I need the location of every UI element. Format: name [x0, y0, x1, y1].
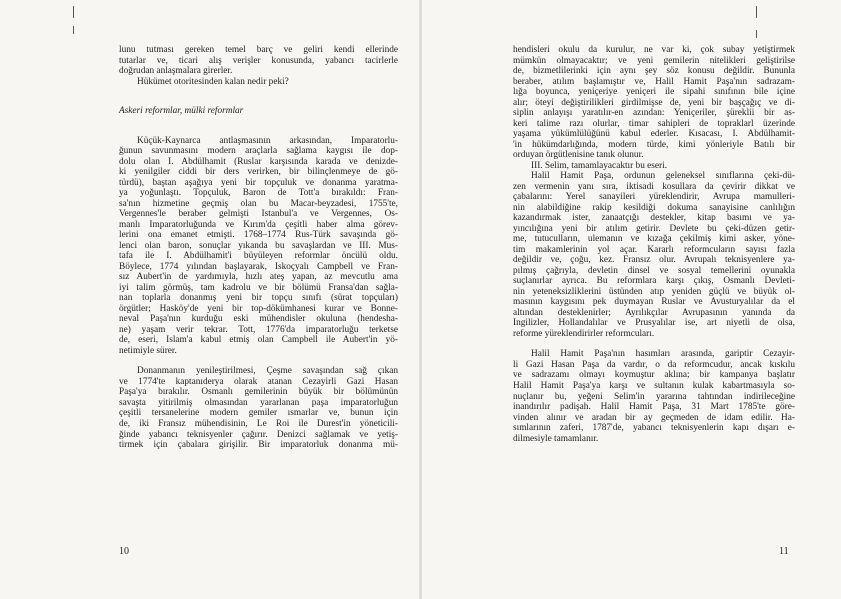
spacer: [119, 117, 398, 136]
text-line: lerini ona emanet etmişti. 1768–1774 Rus-Türk savaşında gö-: [119, 230, 398, 241]
text-line: de, eseri, İslam'a kabul etmiş olan Campbell ile Aubert'in yö-: [119, 335, 398, 346]
text-line: III. Selim, tamamlayacaktır bu eseri.: [531, 160, 668, 171]
text-line: vinden alınır ve aradan bir ay geçmeden de idam edilir. Ha-: [513, 412, 795, 423]
text-line: ne) yaşam verir tekrar. Tott, 1776'da imparatorluğu terketse: [119, 324, 398, 335]
left-text-column: [119, 45, 398, 451]
right-page: [421, 0, 841, 599]
text-line: lenci olan baron, sonuçlar yıkanda bu savaşlardan ve III. Mus-: [119, 240, 398, 251]
text-line: yıncılığına yeni bir atılım getirir. Devlete bu çeki-düzen getir-: [513, 223, 795, 234]
text-line: ve sadrazamı olmayı koymuştur aklına; bir kampanya başlatır: [513, 370, 795, 381]
text-line: Donanmanın yenileştirilmesi, Çeşme savaşından sağ çıkan: [137, 366, 398, 377]
text-line: hendisleri okulu da kurulur, ne var ki, çok subay yetiştirmek: [513, 45, 795, 55]
text-line: çabalarını: Yerel sanayileri yüreklendirir, Avrupa mamulleri-: [513, 192, 795, 203]
text-line: masının kaygısını pek duymayan Ruslar ve Avusturyalılar da el: [513, 297, 795, 308]
left-paragraph-1: [119, 136, 398, 357]
text-line: Küçük-Kaynarca antlaşmasının arkasından, İmparatorlu-: [137, 135, 398, 146]
text-line: kazandırmak ister, zanaatçığı destekler, kitap basımı ve ya-: [513, 213, 795, 224]
text-line: tutarlar ve, ticari alış verişler konusunda, yabancı tacirlerle: [119, 55, 398, 66]
text-line: alır; öteyi değiştirilikleri girdilmişse de, yeni bir başçağıç ve di-: [513, 97, 795, 108]
text-line: doğrudan anlaşmalara girerler.: [119, 66, 233, 77]
text-line: netimiyle sürer.: [119, 345, 177, 356]
text-line: de, bizmetlilerinki için aynı şey söz konusu değildir. Bununla: [513, 66, 795, 77]
text-line: nin yeteneksizliklerini üstünden atıp yeniden güçlü ve büyük ol-: [513, 286, 795, 297]
text-line: dolu olan I. Abdülhamit (Ruslar karşısında karada ve denizde-: [119, 156, 398, 167]
left-page: [0, 0, 420, 599]
text-line: sa'nın hizmetine geçmiş olan bu Macar-beyzadesi, 1755'te,: [119, 198, 398, 209]
text-line: nan toplarla donanmış yeni bir topçu sınıfı (sürat topçuları): [119, 293, 398, 304]
text-line: Halil Hamit Paşa'ya karşı ve sultanın kulak kabartmasıyla so-: [513, 380, 795, 391]
text-line: mümkün olmayacaktır; ve yeni gemilerin nitelikleri geliştirilse: [513, 55, 795, 66]
text-line: ğunun savunmasını modern araçlarla sağlama kaygısı ile dop-: [119, 146, 398, 157]
text-line: siplin anlayışı yaratılır-en azından: Yeniçeriler, şüreklii bir as-: [513, 108, 795, 119]
text-line: yaşama yükümlülüğünü kabul ederler. Kısacası, I. Abdülhamit-: [513, 129, 795, 140]
text-line: pılmış çağrıyla, devletin dinsel ve sosyal temellerini oyunakla: [513, 265, 795, 276]
text-line: tirmek için çabalara girişilir. Bir imparatorluk donanma mü-: [119, 440, 398, 451]
right-paragraph-3: [513, 349, 795, 444]
text-line: sız Aubert'in de yardımıyla, hızlı ateş yapan, az mevcutlu ama: [119, 272, 398, 283]
text-line: zen vermenin yanı sıra, iktisadi kosullara da çevirir dikkat ve: [513, 181, 795, 192]
text-line: örgütler; Hasköy'de yeni bir top-dökümhanesi kurar ve Bonne-: [119, 303, 398, 314]
text-line: türdü), baştan aşağıya yeni bir topçuluk ve donanma yaratma-: [119, 177, 398, 188]
text-line: Halil Hamit Paşa'nın hasımları arasında, gariptir Cezayir-: [531, 349, 795, 360]
text-line: tafa ile I. Abdülhamit'i büyüleyen reformlar öncülü oldu.: [119, 251, 398, 262]
text-line: li Gazi Hasan Paşa da vardır, o da reformcudur, ancak kıskılu: [513, 359, 795, 370]
text-line: keri talime razı olurlar, timar sahipleri de topraklarl üzerinde: [513, 118, 795, 129]
text-line: de, iki Fransız mühendisinin, Le Roi ile Durest'in yöneticili-: [119, 418, 398, 429]
text-line: ya yoğunlaştı. Topçuluk, Baron de Tott'a bırakıldı: Fran-: [119, 188, 398, 199]
text-line: ki yenilgiler ciddi bir ders verirken, bir bilinçlenmeye de gö-: [119, 167, 398, 178]
text-line: değildir ve, çoğu, kez. Fransız olur. Avrupalı teknisyenlere ya-: [513, 255, 795, 266]
spacer: [119, 356, 398, 366]
spacer: [119, 87, 398, 106]
text-line: Vergennes'le beraber gelmişti İstanbul'a ve Vergennes, Os-: [119, 209, 398, 220]
text-line: altından desteklenirler; Ayrılıkçılar Avrupasının yanında da: [513, 307, 795, 318]
page-number-right: 11: [779, 546, 789, 557]
text-line: nin alabildiğine rakip kesildiği dokuma sanayisine canlılığın: [513, 202, 795, 213]
text-line: inandırılır padişah. Halil Hamit Paşa, 31 Mart 1785'te göre-: [513, 402, 795, 413]
right-paragraph-2: [513, 161, 795, 340]
question-line: Hükümet otoritesinden kalan nedir peki?: [137, 76, 289, 87]
text-line: reforme yüreklendirirler reformcuları.: [513, 328, 655, 339]
text-line: suçlanırlar ayrıca. Bu reformlara karşı çıkış, Osmanlı Devleti-: [513, 276, 795, 287]
text-line: manlı İmparatorluğunda ve Kırım'da çeşitli haber alma görev-: [119, 219, 398, 230]
left-paragraph-2: [119, 366, 398, 450]
text-line: neval Paşa'nın kurduğu eski mühendisler okuluna (hendesha-: [119, 314, 398, 325]
text-line: iyi talim görmüş, tam kadrolu ve bir bölümü Fransa'dan sağla-: [119, 282, 398, 293]
text-line: İngilizler, Hollandalılar ve Prusyalılar ise, art niyetli de olsa,: [513, 318, 795, 329]
left-opening-paragraph: [119, 45, 398, 77]
text-line: 'in hükümdarlığında, modern türde, kimi yönleriyle Batılı bir: [513, 139, 795, 150]
text-line: savaşta yitirilmiş olmasından yararlanan paşa imparatorluğun: [119, 397, 398, 408]
right-paragraph-1: [513, 45, 795, 161]
text-line: ğinde yabancı teknisyenler çağırır. Denizci sağlamak ve yetiş-: [119, 429, 398, 440]
text-line: beraber, atılım başlamıştır ve, Halil Hamit Paşa'nın sadrazam-: [513, 76, 795, 87]
spacer: [513, 339, 795, 349]
text-line: Paşa'ya bırakılır. Osmanlı gemilerinin büyük bir bölümünün: [119, 387, 398, 398]
text-line: Halil Hamit Paşa, ordunun geleneksel sınıflarına çeki-dü-: [531, 171, 795, 182]
text-line: orduyan örgütlenisine tanık olunur.: [513, 150, 644, 161]
text-line: me, tutuculların, ulemanın ve kızağa çekilmiş kimi asker, yöne-: [513, 234, 795, 245]
text-line: sımlarının zaferi, 1787'de, yabancı teknisyenlerin kapı dışarı e-: [513, 423, 795, 434]
text-line: nuçlanır bu, yeğeni Selim'in yararına tahtından indirileceğine: [513, 391, 795, 402]
text-line: lunu tutması gereken temel barç ve geliri kendi ellerinde: [119, 45, 398, 55]
text-line: lığa boyunca, yeniçeriye yeniçeri ile sipahi sınıfının bile içine: [513, 87, 795, 98]
text-line: dilmesiyle tamamlanır.: [513, 433, 599, 444]
text-line: tim makamlerinin yol açar. Kararlı reformcuların sayısı fazla: [513, 244, 795, 255]
text-line: ve 1774'te kaptanıderya olarak atanan Cezayirli Gazi Hasan: [119, 376, 398, 387]
text-line: Böylece, 1774 yılından başlayarak, İskoçyalı Campbell ve Fran-: [119, 261, 398, 272]
text-line: çeşitli tersanelerine modern gemiler ısmarlar ve, bunun için: [119, 408, 398, 419]
section-subheading: Askeri reformlar, mülki reformlar: [119, 106, 244, 117]
right-text-column: [513, 45, 795, 444]
page-number-left: 10: [119, 546, 129, 557]
